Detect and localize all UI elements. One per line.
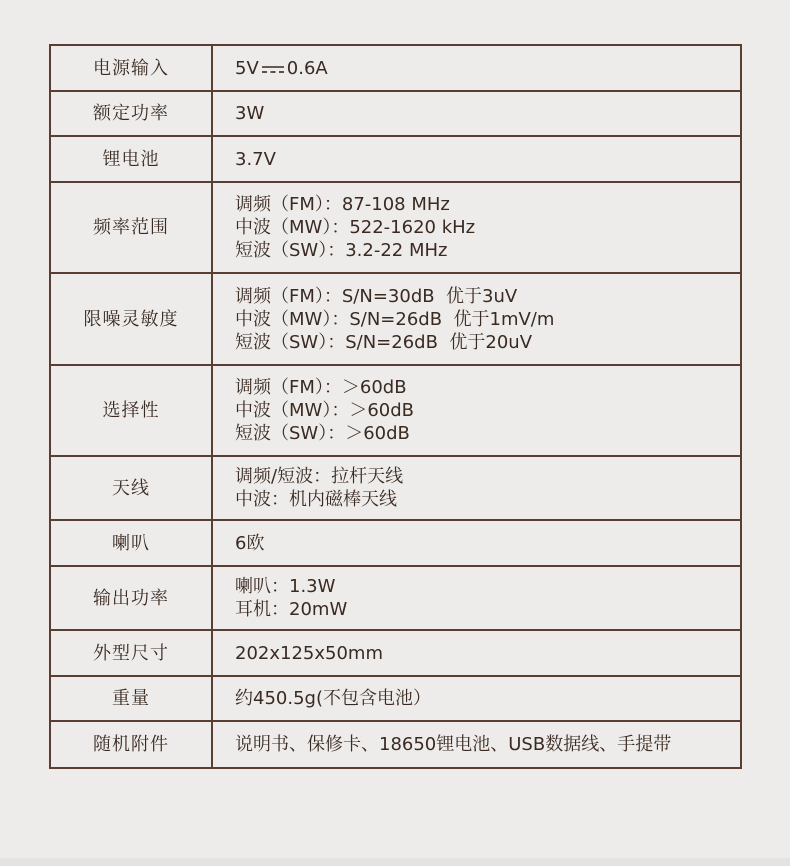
spec-value: 约450.5g(不包含电池） — [212, 676, 741, 721]
spec-row-battery — [50, 136, 741, 182]
spec-row-sensitivity — [50, 273, 741, 365]
spec-label: 外型尺寸 — [50, 630, 212, 676]
spec-value-line: 短波（SW）：＞60dB — [235, 423, 410, 444]
spec-value-prefix: 5V — [235, 57, 259, 79]
spec-row-rated-power — [50, 91, 741, 136]
spec-value-line: 中波（MW）：522-1620 kHz — [235, 217, 476, 238]
spec-label: 选择性 — [50, 365, 212, 456]
spec-value-line: 中波（MW）：S/N=26dB 优于1mV/m — [235, 308, 555, 330]
spec-row-power-input — [50, 45, 741, 91]
spec-label: 限噪灵敏度 — [50, 273, 212, 365]
spec-label: 输出功率 — [50, 566, 212, 630]
spec-value — [212, 182, 741, 273]
spec-table — [49, 44, 742, 769]
spec-value-line: 中波（MW）：＞60dB — [235, 400, 415, 421]
spec-value — [212, 45, 741, 91]
spec-value-line: 调频/短波：拉杆天线 — [235, 466, 404, 487]
spec-value — [212, 566, 741, 630]
spec-row-output-power — [50, 566, 741, 630]
spec-value-line: 中波：机内磁棒天线 — [235, 489, 397, 510]
spec-value-line: 调频（FM）：87-108 MHz — [235, 194, 450, 215]
spec-value — [212, 365, 741, 456]
spec-value-line: 短波（SW）：S/N=26dB 优于20uV — [235, 331, 533, 353]
spec-value-line: 短波（SW）：3.2-22 MHz — [235, 240, 448, 261]
spec-value: 3.7V — [212, 136, 741, 182]
spec-value: 说明书、保修卡、18650锂电池、USB数据线、手提带 — [212, 721, 741, 768]
spec-value — [212, 456, 741, 520]
spec-label: 重量 — [50, 676, 212, 721]
dc-current-icon — [261, 64, 285, 74]
spec-row-accessories — [50, 721, 741, 768]
spec-row-weight — [50, 676, 741, 721]
spec-row-dimensions — [50, 630, 741, 676]
spec-label: 天线 — [50, 456, 212, 520]
spec-value-suffix: 0.6A — [286, 57, 328, 79]
spec-value — [212, 273, 741, 365]
spec-value: 3W — [212, 91, 741, 136]
spec-row-antenna — [50, 456, 741, 520]
spec-label: 额定功率 — [50, 91, 212, 136]
bottom-strip — [0, 858, 790, 866]
spec-label: 喇叭 — [50, 520, 212, 566]
spec-value-line: 调频（FM）：＞60dB — [235, 377, 407, 398]
spec-value: 202x125x50mm — [212, 630, 741, 676]
spec-label: 锂电池 — [50, 136, 212, 182]
spec-row-selectivity — [50, 365, 741, 456]
spec-value-line: 耳机：20mW — [235, 599, 348, 620]
spec-row-speaker — [50, 520, 741, 566]
spec-row-frequency-range — [50, 182, 741, 273]
spec-label: 电源输入 — [50, 45, 212, 91]
spec-label: 频率范围 — [50, 182, 212, 273]
spec-label: 随机附件 — [50, 721, 212, 768]
spec-value: 6欧 — [212, 520, 741, 566]
spec-value-line: 喇叭：1.3W — [235, 576, 336, 597]
spec-value-line: 调频（FM）：S/N=30dB 优于3uV — [235, 285, 518, 307]
